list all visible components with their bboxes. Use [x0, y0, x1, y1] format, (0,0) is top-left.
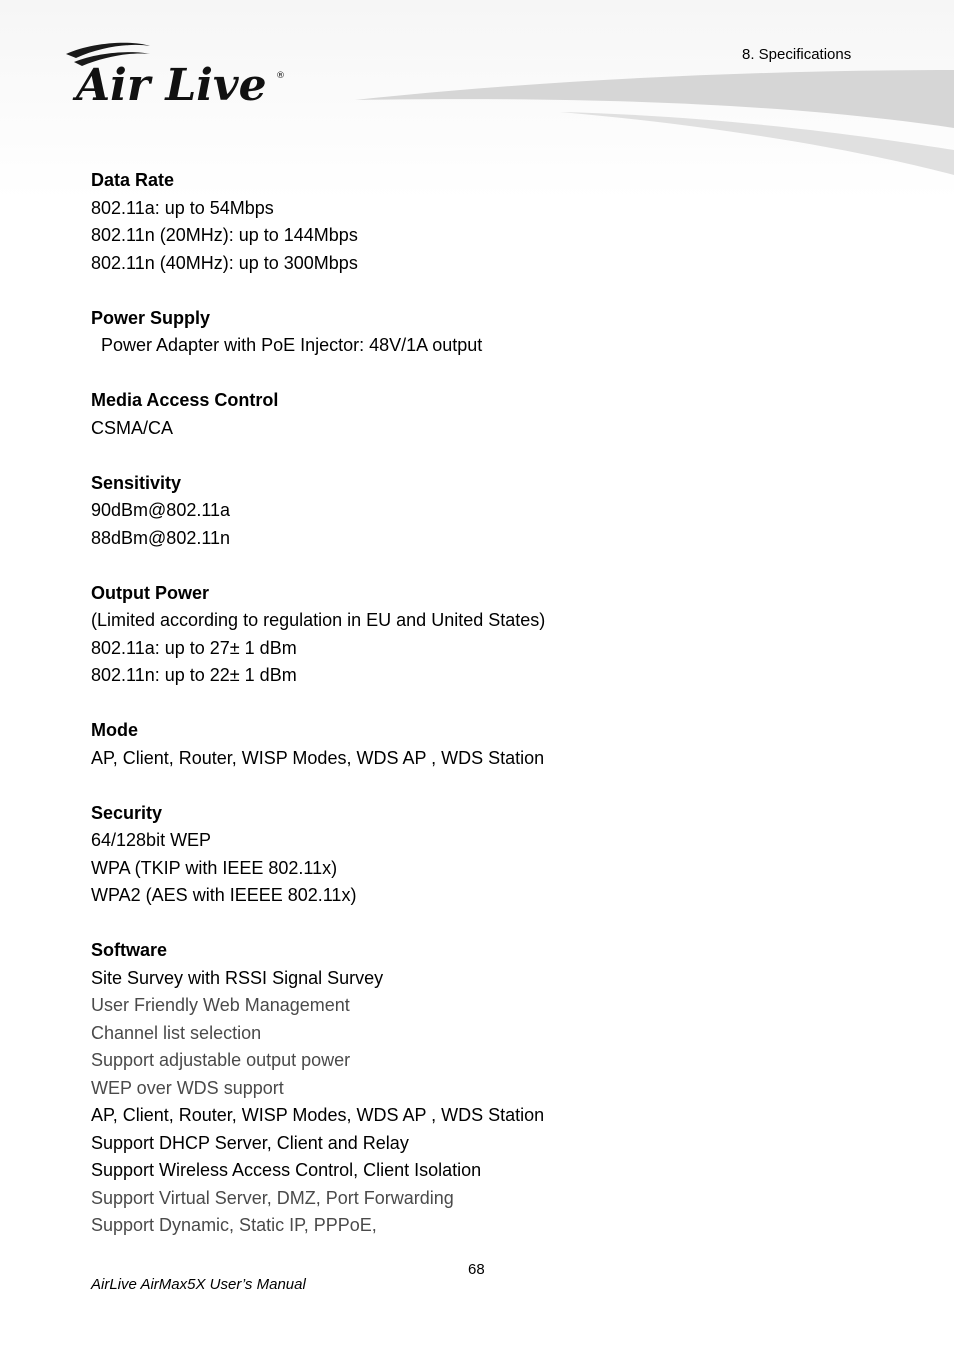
spec-line: Power Adapter with PoE Injector: 48V/1A output: [101, 335, 483, 355]
spec-line: 802.11n (20MHz): up to 144Mbps: [91, 225, 358, 245]
spec-heading: Security: [91, 802, 163, 823]
spec-line: Support Wireless Access Control, Client Isolation: [91, 1160, 482, 1180]
airlive-logo-icon: [62, 40, 292, 106]
page-number: 68: [468, 1261, 485, 1278]
airlive-logo: [62, 40, 292, 106]
spec-line: AP, Client, Router, WISP Modes, WDS AP , WDS Station: [91, 747, 545, 768]
spec-line: 802.11a: up to 54Mbps: [91, 197, 274, 218]
spec-section-power-supply: [91, 305, 851, 360]
spec-section-media-access-control: [91, 387, 851, 442]
spec-line: AP, Client, Router, WISP Modes, WDS AP , WDS Station: [91, 1105, 545, 1125]
spec-line: 802.11n (40MHz): up to 300Mbps: [91, 252, 358, 273]
spec-line: WPA (TKIP with IEEE 802.11x): [91, 857, 338, 878]
spec-section-mode: [91, 717, 851, 772]
spec-section-security: [91, 800, 851, 910]
spec-line: 802.11a: up to 27± 1 dBm: [91, 637, 297, 658]
manual-title: AirLive AirMax5X User’s Manual: [91, 1276, 306, 1293]
spec-line: Support DHCP Server, Client and Relay: [91, 1132, 409, 1153]
spec-line: 64/128bit WEP: [91, 830, 212, 850]
spec-line: Support adjustable output power: [91, 1050, 351, 1070]
spec-line: WPA2 (AES with IEEEE 802.11x): [91, 885, 357, 905]
spec-heading: Media Access Control: [91, 390, 279, 410]
spec-line: CSMA/CA: [91, 417, 174, 438]
spec-section-software: [91, 937, 851, 1240]
spec-line: (Limited according to regulation in EU and United States): [91, 610, 546, 630]
section-label: 8. Specifications: [742, 46, 852, 63]
spec-line: Support Dynamic, Static IP, PPPoE,: [91, 1215, 377, 1235]
spec-line: 88dBm@802.11n: [91, 527, 231, 548]
spec-line: WEP over WDS support: [91, 1077, 284, 1098]
spec-heading: Power Supply: [91, 307, 211, 328]
svg-text:Air Live: Air Live: [76, 60, 267, 106]
spec-heading: Sensitivity: [91, 472, 182, 493]
spec-heading: Mode: [91, 720, 138, 740]
svg-text:®: ®: [276, 71, 285, 81]
spec-heading: Output Power: [91, 582, 209, 603]
spec-heading: Data Rate: [91, 170, 175, 190]
spec-section-data-rate: [91, 167, 851, 277]
spec-line: User Friendly Web Management: [91, 995, 350, 1015]
spec-heading: Software: [91, 940, 168, 960]
spec-section-sensitivity: [91, 470, 851, 553]
spec-section-output-power: [91, 580, 851, 690]
spec-line: 802.11n: up to 22± 1 dBm: [91, 665, 297, 685]
spec-line: 90dBm@802.11a: [91, 500, 231, 520]
spec-line: Site Survey with RSSI Signal Survey: [91, 967, 384, 988]
spec-line: Channel list selection: [91, 1022, 262, 1043]
spec-line: Support Virtual Server, DMZ, Port Forwarding: [91, 1187, 454, 1208]
spec-content: [91, 167, 851, 1267]
